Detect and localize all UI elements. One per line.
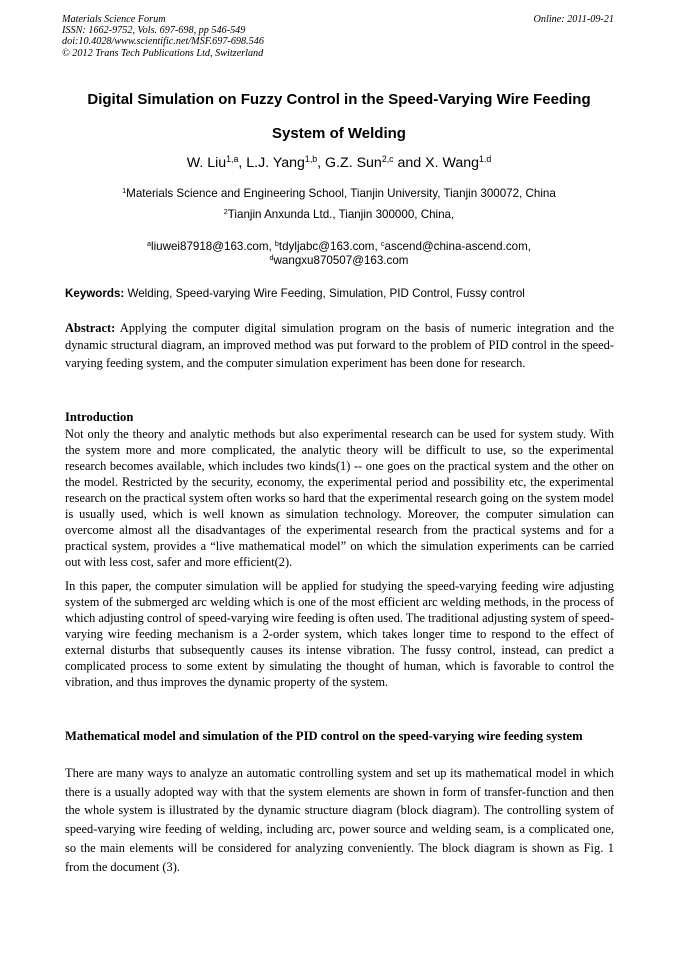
- keywords: [65, 287, 615, 300]
- email-d: wangxu870507@163.com: [273, 254, 409, 267]
- author-name: G.Z. Sun: [325, 155, 382, 171]
- online-date: Online: 2011-09-21: [533, 14, 614, 25]
- author-affiliation-marker: 1,a: [226, 154, 239, 165]
- journal-issn: ISSN: 1662-9752, Vols. 697-698, pp 546-549: [62, 25, 246, 37]
- author-affiliation-marker: 2,c: [381, 154, 394, 165]
- abstract: [65, 320, 614, 372]
- keywords-text: Welding, Speed-varying Wire Feeding, Simulation, PID Control, Fussy control: [124, 287, 525, 300]
- email-marker: d: [269, 253, 274, 263]
- email-line-1: [30, 240, 648, 253]
- author-list: [40, 155, 638, 171]
- email-marker: a: [147, 239, 151, 249]
- email-marker: b: [274, 239, 279, 249]
- affiliation-marker: 2: [223, 207, 228, 217]
- author-separator: ,: [317, 155, 326, 171]
- email-a: liuwei87918@163.com,: [151, 240, 275, 253]
- introduction-paragraph-2: In this paper, the computer simulation will be applied for studying the speed-varying feeding wire adjusting system of the submerged arc welding which is one of the most efficient arc welding methods, in the process of which adjusting control of speed-varying wire feeding is often used. The traditional adjusting system of speed-varying wire feeding mechanism is a 2-order system, which takes longer time to respond to the effect of external disturbs that subsequently causes its intense vibration. The fussy control, instead, can predict a complicated process to some extent by simulating the thought of human, which is favorable to control the vibration, and thus improves the dynamic property of the system.: [65, 579, 614, 689]
- author-affiliation-marker: 1,b: [304, 154, 318, 165]
- affiliation-text: Tianjin Anxunda Ltd., Tianjin 300000, China,: [227, 208, 455, 221]
- journal-header: [62, 14, 614, 59]
- paper-title-line-1: Digital Simulation on Fuzzy Control in the Speed-Varying Wire Feeding: [87, 91, 591, 108]
- author-affiliation-marker: 1.d: [479, 154, 492, 165]
- journal-copyright: © 2012 Trans Tech Publications Ltd, Switzerland: [62, 47, 264, 59]
- affiliation-2: [30, 208, 648, 221]
- author-separator: ,: [238, 155, 247, 171]
- author-name: X. Wang: [425, 155, 480, 171]
- section-heading-model: Mathematical model and simulation of the PID control on the speed-varying wire feeding system: [65, 729, 583, 743]
- author-separator: and: [393, 155, 426, 171]
- author-name: W. Liu: [186, 155, 227, 171]
- introduction-paragraph-1: Not only the theory and analytic methods but also experimental research can be used for system study. With the system more and more complicated, the analytic theory will be difficult to use, so the experimental research becomes available, which includes two kinds(1) -- one goes on the practical system and the other on the model. Restricted by the security, economy, the experimental period and possibility etc, the experimental research on the practical system often works so hard that the experimental research going on the system model is usually used, which is well known as simulation technology. Moreover, the computer simulation can overcome almost all the disadvantages of the experimental research from the practical systems and for a practical system, provides a “live mathematical model” on which the simulation experiments can be carried out with less cost, safer and more efficient(2).: [65, 427, 614, 569]
- email-marker: c: [380, 239, 385, 249]
- email-c: ascend@china-ascend.com,: [384, 240, 531, 253]
- journal-name: Materials Science Forum: [62, 14, 166, 25]
- keywords-label: Keywords:: [65, 287, 125, 300]
- affiliation-1: [30, 187, 648, 200]
- affiliation-text: Materials Science and Engineering School, Tianjin University, Tianjin 300072, China: [126, 187, 556, 200]
- section-heading-introduction: Introduction: [65, 410, 134, 424]
- model-paragraph-1: There are many ways to analyze an automatic controlling system and set up its mathematical model in which there is a usually adopted way with that the system elements are shown in form of transfer-function and then the whole system is illustrated by the dynamic structure diagram (block diagram). The controlling system of speed-varying wire feeding of welding, including arc, power source and welding seam, is a complicated one, so the main elements will be considered for analyzing conveniently. The block diagram is shown as Fig. 1 from the document (3).: [65, 766, 614, 874]
- email-line-2: [30, 254, 648, 267]
- journal-doi: doi:10.4028/www.scientific.net/MSF.697-698.546: [62, 36, 264, 48]
- abstract-label: Abstract:: [65, 321, 116, 335]
- paper-title-line-2: System of Welding: [272, 125, 406, 142]
- author-name: L.J. Yang: [246, 155, 305, 171]
- email-b: tdyljabc@163.com,: [278, 240, 381, 253]
- affiliation-marker: 1: [122, 186, 127, 196]
- abstract-text: Applying the computer digital simulation program on the basis of numeric integration and the dynamic structural diagram, an improved method was put forward to the problem of PID control in the speed-varying feeding system, and the computer simulation experiment has been done for research.: [65, 321, 614, 370]
